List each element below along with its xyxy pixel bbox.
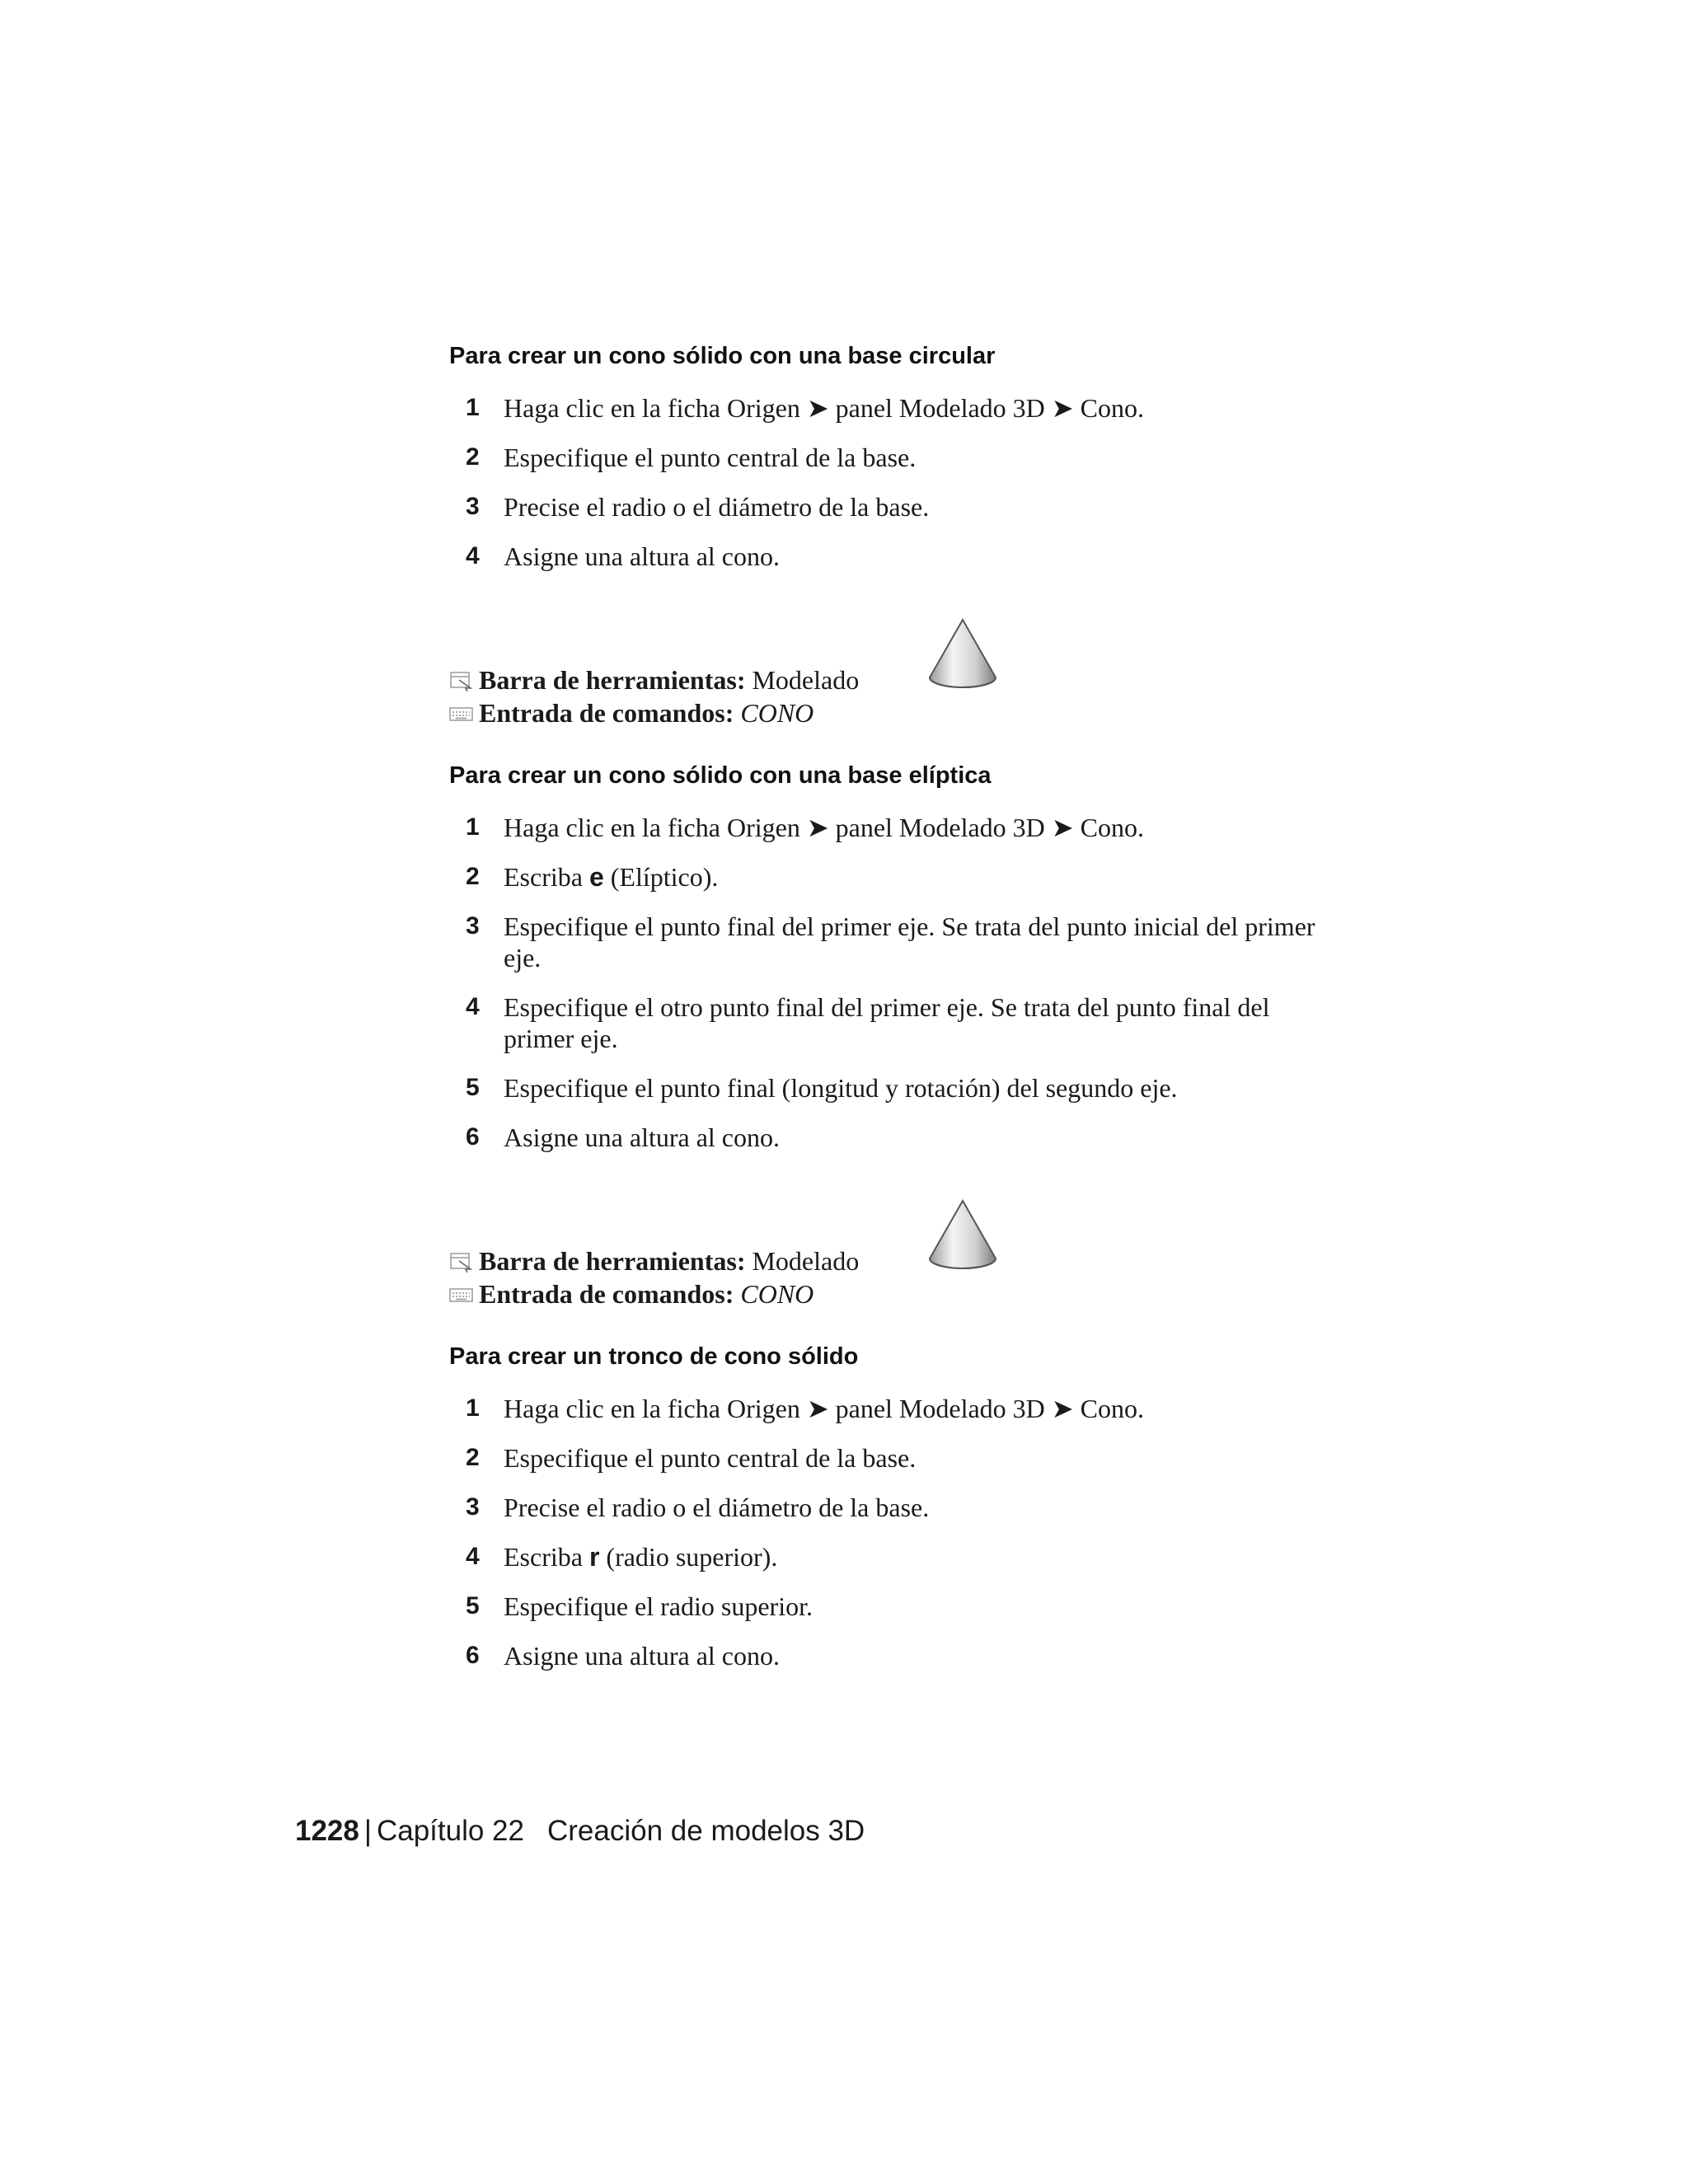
step-text: Especifique el punto central de la base. [504,1443,917,1473]
toolbar-icon [449,670,474,691]
step-number: 5 [466,1074,480,1101]
step-number: 4 [466,993,480,1020]
section-heading-elliptical: Para crear un cono sólido con una base elíptica [449,762,992,789]
step-text-before: Escriba [504,862,589,892]
step-number: 4 [466,542,480,569]
command-label: Entrada de comandos: [479,698,734,728]
step-number: 1 [466,1394,480,1422]
command-value: CONO [740,698,814,728]
footer-separator: | [363,1815,372,1847]
step-number: 1 [466,394,480,421]
keyboard-icon [449,1284,474,1305]
command-reference [449,697,814,729]
chapter-number: Capítulo 22 [376,1815,524,1847]
toolbar-label: Barra de herramientas: [479,1246,746,1276]
step-text: Haga clic en la ficha Origen ➤ panel Modelado 3D ➤ Cono. [504,393,1144,423]
step-number: 6 [466,1123,480,1151]
step-number: 2 [466,863,480,890]
step-number: 3 [466,493,480,520]
toolbar-icon [449,1251,474,1272]
cone-icon[interactable] [925,1197,1001,1273]
step-number: 4 [466,1543,480,1570]
command-value: CONO [740,1279,814,1309]
page-footer [295,1813,865,1849]
step-number: 3 [466,1493,480,1521]
toolbar-reference [449,664,859,696]
step-number: 3 [466,912,480,940]
step-text-before: Escriba [504,1542,589,1572]
step-text [504,861,1336,893]
step-text: Asigne una altura al cono. [504,541,780,571]
keyboard-icon [449,703,474,724]
toolbar-reference [449,1245,859,1277]
step-text: Especifique el radio superior. [504,1591,813,1621]
step-text: Especifique el punto final del primer eje. Se trata del punto inicial del primer eje. [504,912,1315,972]
step-text: Precise el radio o el diámetro de la base. [504,492,930,522]
cone-icon[interactable] [925,616,1001,692]
step-text: Especifique el punto central de la base. [504,443,917,472]
command-reference [449,1278,814,1310]
step-text: Especifique el punto final (longitud y rotación) del segundo eje. [504,1073,1178,1103]
step-number: 5 [466,1592,480,1619]
step-text: Especifique el otro punto final del primer eje. Se trata del punto final del primer eje. [504,992,1270,1053]
step-text-after: (Elíptico). [603,862,719,892]
step-text: Asigne una altura al cono. [504,1641,780,1671]
toolbar-label: Barra de herramientas: [479,665,746,695]
step-number: 1 [466,813,480,841]
step-text: Asigne una altura al cono. [504,1122,780,1152]
step-number: 2 [466,1444,480,1471]
step-text: Precise el radio o el diámetro de la base. [504,1493,930,1522]
step-text: Haga clic en la ficha Origen ➤ panel Modelado 3D ➤ Cono. [504,813,1144,842]
toolbar-value: Modelado [752,1246,860,1276]
step-text-after: (radio superior). [599,1542,778,1572]
command-label: Entrada de comandos: [479,1279,734,1309]
page-number: 1228 [295,1815,359,1847]
step-number: 2 [466,443,480,471]
toolbar-value: Modelado [752,665,860,695]
section-heading-circular: Para crear un cono sólido con una base circular [449,343,996,369]
chapter-title: Creación de modelos 3D [547,1815,865,1847]
step-text [504,1541,1336,1572]
step-number: 6 [466,1642,480,1669]
typed-key: e [588,862,604,892]
step-text: Haga clic en la ficha Origen ➤ panel Modelado 3D ➤ Cono. [504,1394,1144,1423]
typed-key: r [588,1542,600,1572]
section-heading-frustum: Para crear un tronco de cono sólido [449,1343,859,1370]
